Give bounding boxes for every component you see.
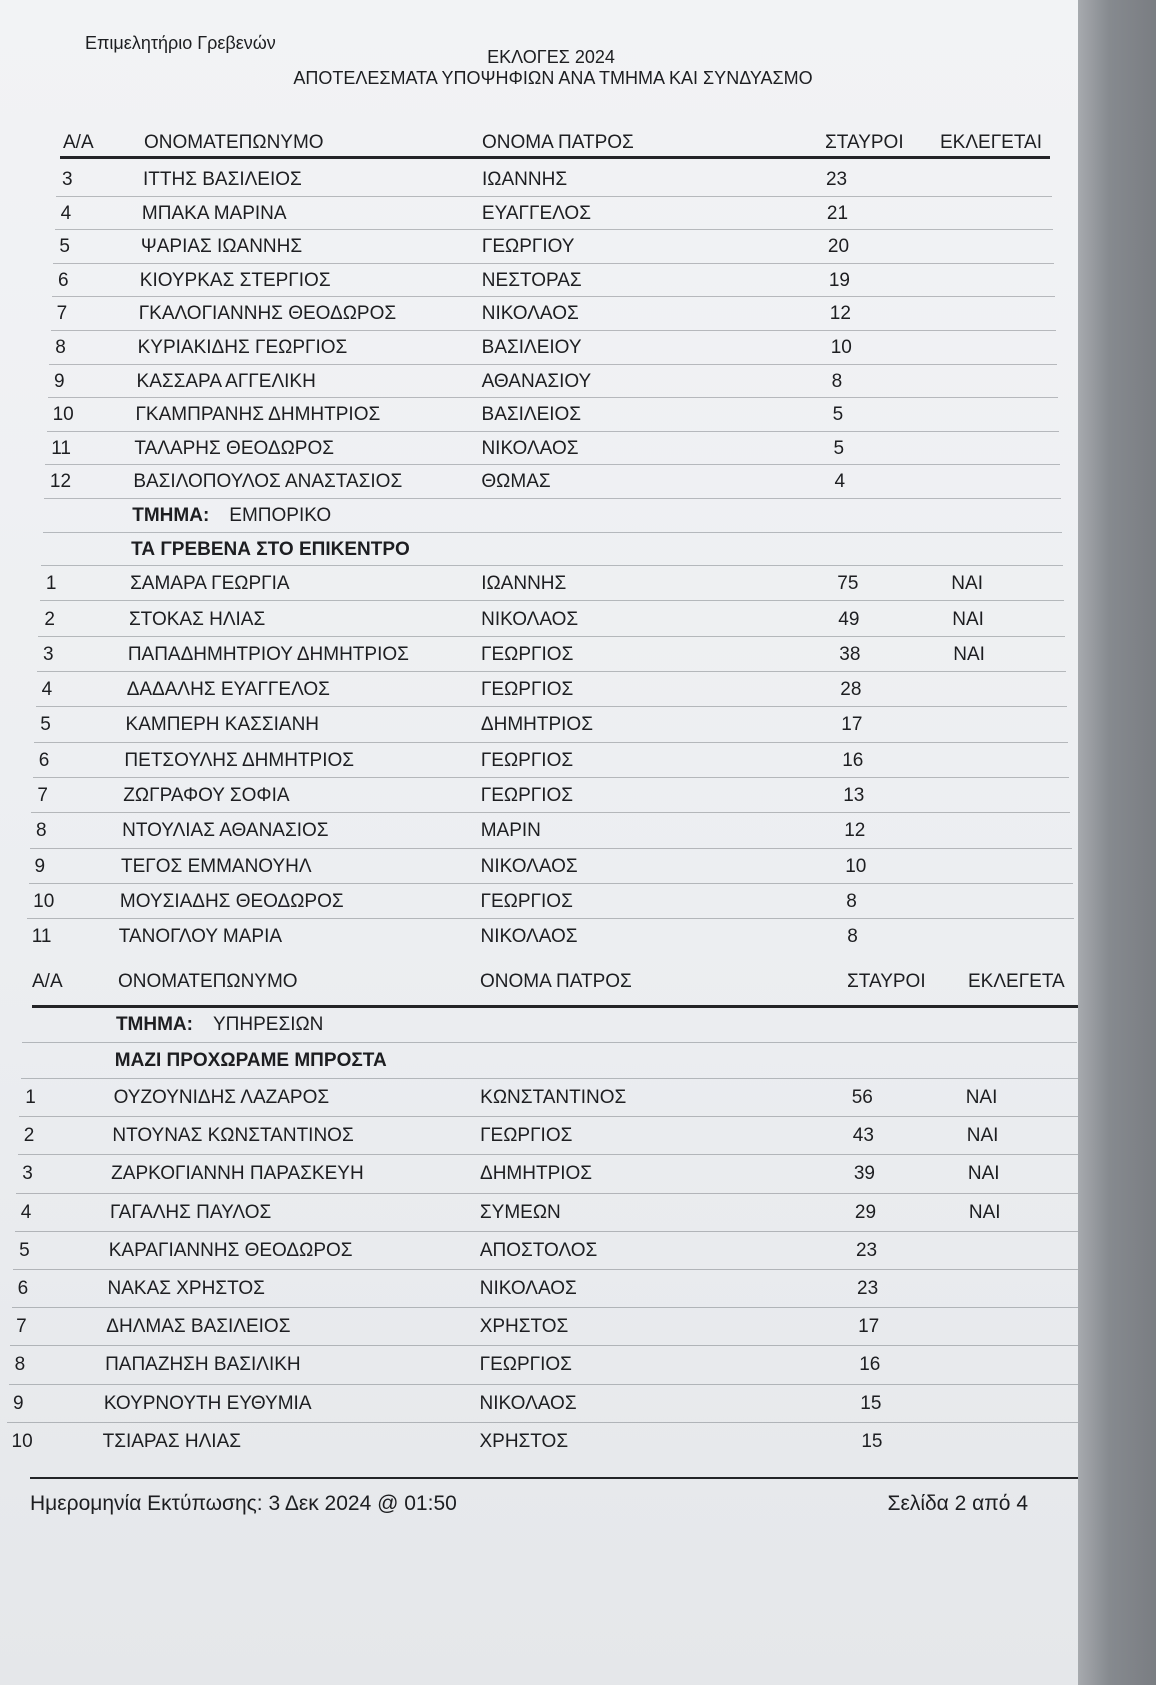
candidate-row — [0, 778, 1078, 813]
candidate-votes: 16 — [842, 749, 864, 771]
candidate-votes: 17 — [841, 714, 863, 736]
candidate-name: ΓΚΑΜΠΡΑΝΗΣ ΔΗΜΗΤΡΙΟΣ — [135, 404, 381, 426]
column-header-elected: ΕΚΛΕΓΕΤΑ — [968, 971, 1065, 992]
candidate-elected: ΝΑΙ — [951, 573, 983, 595]
candidate-row — [0, 365, 1078, 399]
candidate-father-name: ΓΕΩΡΓΙΟΣ — [480, 749, 574, 771]
candidate-votes: 10 — [830, 337, 852, 358]
candidate-aa: 7 — [37, 785, 48, 806]
candidate-aa: 12 — [49, 471, 72, 493]
column-header-votes: ΣΤΑΥΡΟΙ — [847, 971, 926, 992]
department-name: ΥΠΗΡΕΣΙΩΝ — [212, 1014, 324, 1035]
list-name: ΜΑΖΙ ΠΡΟΧΩΡΑΜΕ ΜΠΡΟΣΤΑ — [114, 1050, 387, 1071]
candidate-row — [0, 1194, 1078, 1232]
candidate-row — [0, 264, 1078, 298]
candidate-row — [0, 707, 1078, 742]
candidate-name: ΙΤΤΗΣ ΒΑΣΙΛΕΙΟΣ — [143, 169, 302, 190]
candidate-row — [0, 1155, 1078, 1193]
candidate-aa: 5 — [40, 714, 51, 736]
candidate-votes: 38 — [839, 643, 861, 665]
candidate-aa: 1 — [25, 1087, 36, 1108]
candidate-row — [0, 849, 1078, 884]
candidate-row — [0, 1117, 1078, 1155]
candidate-aa: 9 — [34, 855, 46, 877]
candidate-row — [0, 919, 1078, 954]
department-row — [0, 499, 1078, 533]
candidate-row — [0, 230, 1078, 264]
candidate-votes: 39 — [853, 1163, 875, 1185]
candidate-father-name: ΑΠΟΣΤΟΛΟΣ — [479, 1239, 598, 1261]
candidate-row — [0, 1308, 1078, 1346]
candidate-aa: 3 — [43, 643, 54, 665]
candidate-aa: 11 — [31, 926, 52, 948]
candidate-votes: 8 — [831, 370, 843, 392]
candidate-father-name: ΑΘΑΝΑΣΙΟΥ — [481, 370, 592, 392]
candidate-name: ΝΤΟΥΝΑΣ ΚΩΝΣΤΑΝΤΙΝΟΣ — [112, 1125, 354, 1147]
candidate-elected: ΝΑΙ — [968, 1201, 1001, 1223]
candidate-row — [0, 432, 1078, 466]
candidate-name: ΚΑΣΣΑΡΑ ΑΓΓΕΛΙΚΗ — [136, 370, 316, 392]
candidate-name: ΔΑΔΑΛΗΣ ΕΥΑΓΓΕΛΟΣ — [126, 679, 330, 701]
candidate-aa: 8 — [14, 1354, 26, 1376]
candidate-elected: ΝΑΙ — [965, 1087, 998, 1108]
candidate-name: ΓΑΓΑΛΗΣ ΠΑΥΛΟΣ — [109, 1201, 272, 1223]
candidate-name: ΠΑΠΑΔΗΜΗΤΡΙΟΥ ΔΗΜΗΤΡΙΟΣ — [127, 643, 409, 665]
candidate-name: ΤΑΛΑΡΗΣ ΘΕΟΔΩΡΟΣ — [134, 437, 334, 459]
candidate-row — [0, 637, 1078, 672]
candidate-votes: 15 — [860, 1392, 882, 1414]
candidate-father-name: ΒΑΣΙΛΕΙΟΣ — [481, 404, 582, 426]
candidate-name: ΒΑΣΙΛΟΠΟΥΛΟΣ ΑΝΑΣΤΑΣΙΟΣ — [133, 471, 403, 493]
candidate-votes: 17 — [858, 1316, 880, 1338]
candidate-row — [0, 331, 1078, 365]
column-header-aa: Α/Α — [32, 971, 63, 992]
candidate-votes: 29 — [854, 1201, 877, 1223]
candidate-aa: 8 — [35, 820, 47, 842]
candidate-father-name: ΣΥΜΕΩΝ — [479, 1201, 561, 1223]
candidate-votes: 15 — [861, 1430, 883, 1452]
candidate-aa: 10 — [33, 890, 55, 912]
department-heading — [132, 499, 331, 533]
candidate-father-name: ΝΙΚΟΛΑΟΣ — [479, 1392, 577, 1414]
candidate-father-name: ΚΩΝΣΤΑΝΤΙΝΟΣ — [480, 1087, 627, 1108]
candidate-father-name: ΙΩΑΝΝΗΣ — [482, 169, 568, 190]
footer-rule — [30, 1477, 1078, 1479]
column-header-father-name: ΟΝΟΜΑ ΠΑΤΡΟΣ — [482, 132, 634, 153]
candidate-father-name: ΝΙΚΟΛΑΟΣ — [479, 1278, 577, 1299]
candidate-name: ΚΑΡΑΓΙΑΝΝΗΣ ΘΕΟΔΩΡΟΣ — [108, 1239, 353, 1261]
candidate-row — [0, 1079, 1078, 1117]
candidate-votes: 49 — [838, 608, 860, 630]
print-date: Ημερομηνία Εκτύπωσης: 3 Δεκ 2024 @ 01:50 — [30, 1492, 457, 1515]
candidate-aa: 6 — [57, 269, 69, 291]
candidate-votes: 23 — [857, 1278, 879, 1299]
candidate-elected: ΝΑΙ — [953, 643, 985, 665]
candidate-father-name: ΓΕΩΡΓΙΟΥ — [481, 236, 575, 258]
candidate-aa: 7 — [56, 303, 68, 325]
candidate-father-name: ΔΗΜΗΤΡΙΟΣ — [480, 714, 593, 736]
candidate-aa: 10 — [52, 404, 74, 426]
candidate-votes: 13 — [843, 785, 865, 806]
candidate-votes: 56 — [851, 1087, 873, 1108]
candidate-row — [0, 197, 1078, 231]
candidate-votes: 75 — [837, 573, 859, 595]
candidate-votes: 16 — [859, 1354, 881, 1376]
candidate-votes: 12 — [829, 303, 851, 325]
candidate-father-name: ΝΙΚΟΛΑΟΣ — [481, 437, 579, 459]
candidate-elected: ΝΑΙ — [967, 1163, 1000, 1185]
department-label: ΤΜΗΜΑ: — [132, 505, 210, 526]
candidate-father-name: ΕΥΑΓΓΕΛΟΣ — [481, 202, 591, 224]
candidate-row — [0, 163, 1078, 197]
candidate-name: ΚΑΜΠΕΡΗ ΚΑΣΣΙΑΝΗ — [125, 714, 320, 736]
list-row — [0, 533, 1078, 567]
candidate-father-name: ΓΕΩΡΓΙΟΣ — [479, 1354, 572, 1376]
candidate-father-name: ΘΩΜΑΣ — [481, 471, 551, 493]
candidate-aa: 9 — [13, 1392, 24, 1414]
candidate-aa: 3 — [22, 1163, 33, 1185]
candidate-name: ΓΚΑΛΟΓΙΑΝΝΗΣ ΘΕΟΔΩΡΟΣ — [138, 303, 397, 325]
candidate-aa: 11 — [51, 437, 71, 459]
candidate-row — [0, 297, 1078, 331]
candidate-father-name: ΧΡΗΣΤΟΣ — [479, 1316, 569, 1338]
candidate-name: ΟΥΖΟΥΝΙΔΗΣ ΛΑΖΑΡΟΣ — [113, 1087, 330, 1108]
candidate-votes: 5 — [833, 437, 845, 459]
candidate-row — [0, 672, 1078, 707]
candidate-elected: ΝΑΙ — [966, 1125, 999, 1147]
list-row — [0, 1043, 1078, 1079]
candidate-name: ΚΟΥΡΝΟΥΤΗ ΕΥΘΥΜΙΑ — [103, 1392, 312, 1414]
candidate-row — [0, 602, 1078, 637]
candidate-father-name: ΓΕΩΡΓΙΟΣ — [480, 890, 573, 912]
candidate-row — [0, 398, 1078, 432]
column-header-aa: Α/Α — [63, 132, 94, 153]
candidate-father-name: ΔΗΜΗΤΡΙΟΣ — [480, 1163, 593, 1185]
department-label: ΤΜΗΜΑ: — [115, 1014, 193, 1035]
candidate-aa: 4 — [60, 202, 72, 224]
candidate-aa: 9 — [53, 370, 65, 392]
department-row — [0, 1007, 1078, 1043]
candidate-elected: ΝΑΙ — [952, 608, 984, 630]
candidate-aa: 6 — [38, 749, 50, 771]
candidate-name: ΚΥΡΙΑΚΙΔΗΣ ΓΕΩΡΓΙΟΣ — [137, 337, 348, 358]
candidate-name: ΣΑΜΑΡΑ ΓΕΩΡΓΙΑ — [130, 573, 290, 595]
candidate-votes: 5 — [832, 404, 844, 426]
candidate-aa: 6 — [17, 1278, 29, 1299]
candidate-aa: 2 — [23, 1125, 35, 1147]
candidate-row — [0, 884, 1078, 919]
candidate-father-name: ΝΙΚΟΛΑΟΣ — [480, 926, 578, 948]
candidate-aa: 8 — [55, 337, 66, 358]
candidate-name: ΠΑΠΑΖΗΣΗ ΒΑΣΙΛΙΚΗ — [105, 1354, 301, 1376]
candidate-aa: 2 — [44, 608, 55, 630]
candidate-father-name: ΓΕΩΡΓΙΟΣ — [480, 1125, 573, 1147]
candidate-votes: 23 — [825, 169, 848, 190]
candidate-name: ΚΙΟΥΡΚΑΣ ΣΤΕΡΓΙΟΣ — [139, 269, 331, 291]
candidate-votes: 8 — [847, 926, 858, 948]
candidate-name: ΜΠΑΚΑ ΜΑΡΙΝΑ — [141, 202, 287, 224]
candidate-aa: 5 — [19, 1239, 30, 1261]
candidate-father-name: ΧΡΗΣΤΟΣ — [479, 1430, 569, 1452]
candidate-votes: 8 — [846, 890, 857, 912]
candidate-row — [0, 1346, 1078, 1384]
candidate-aa: 4 — [20, 1201, 32, 1223]
candidate-name: ΜΟΥΣΙΑΔΗΣ ΘΕΟΔΩΡΟΣ — [119, 890, 344, 912]
candidate-votes: 43 — [852, 1125, 874, 1147]
candidate-aa: 7 — [16, 1316, 27, 1338]
candidate-name: ΝΤΟΥΛΙΑΣ ΑΘΑΝΑΣΙΟΣ — [122, 820, 329, 842]
candidate-father-name: ΝΙΚΟΛΑΟΣ — [481, 608, 579, 630]
column-header-name: ΟΝΟΜΑΤΕΠΩΝΥΜΟ — [144, 132, 324, 153]
candidate-father-name: ΒΑΣΙΛΕΙΟΥ — [481, 337, 582, 358]
document-subtitle: ΑΠΟΤΕΛΕΣΜΑΤΑ ΥΠΟΨΗΦΙΩΝ ΑΝΑ ΤΜΗΜΑ ΚΑΙ ΣΥΝΔΥΑΣΜΟ — [293, 68, 813, 88]
candidate-aa: 4 — [41, 679, 53, 701]
column-header-name: ΟΝΟΜΑΤΕΠΩΝΥΜΟ — [118, 971, 298, 992]
candidate-votes: 4 — [834, 471, 846, 493]
candidate-votes: 10 — [845, 855, 867, 877]
candidate-row — [0, 566, 1078, 601]
candidate-votes: 12 — [844, 820, 866, 842]
candidate-row — [0, 1232, 1078, 1270]
organization-name: Επιμελητήριο Γρεβενών — [85, 33, 276, 53]
department-heading — [116, 1007, 323, 1043]
candidate-name: ΖΩΓΡΑΦΟΥ ΣΟΦΙΑ — [123, 785, 290, 806]
candidate-father-name: ΓΕΩΡΓΙΟΣ — [481, 643, 574, 665]
header-rule-top — [60, 156, 1050, 159]
candidate-father-name: ΜΑΡΙΝ — [480, 820, 541, 842]
candidate-name: ΝΑΚΑΣ ΧΡΗΣΤΟΣ — [107, 1278, 265, 1299]
candidate-name: ΣΤΟΚΑΣ ΗΛΙΑΣ — [128, 608, 266, 630]
candidate-votes: 28 — [840, 679, 862, 701]
candidate-aa: 3 — [62, 169, 73, 190]
candidate-name: ΖΑΡΚΟΓΙΑΝΝΗ ΠΑΡΑΣΚΕΥΗ — [111, 1163, 364, 1185]
candidate-row — [0, 813, 1078, 848]
candidate-votes: 23 — [855, 1239, 878, 1261]
scan-background-edge — [1078, 0, 1156, 1685]
candidate-votes: 21 — [826, 202, 849, 224]
candidate-row — [0, 1385, 1078, 1423]
candidate-father-name: ΝΙΚΟΛΑΟΣ — [480, 855, 578, 877]
candidate-father-name: ΝΙΚΟΛΑΟΣ — [481, 303, 579, 325]
candidate-aa: 5 — [59, 236, 70, 258]
candidate-name: ΨΑΡΙΑΣ ΙΩΑΝΝΗΣ — [140, 236, 303, 258]
candidate-aa: 10 — [11, 1430, 33, 1452]
candidate-votes: 19 — [828, 269, 850, 291]
candidate-father-name: ΓΕΩΡΓΙΟΣ — [480, 785, 574, 806]
candidate-name: ΠΕΤΣΟΥΛΗΣ ΔΗΜΗΤΡΙΟΣ — [124, 749, 355, 771]
candidate-father-name: ΓΕΩΡΓΙΟΣ — [480, 679, 574, 701]
candidate-name: ΤΑΝΟΓΛΟΥ ΜΑΡΙΑ — [118, 926, 283, 948]
column-header-votes: ΣΤΑΥΡΟΙ — [825, 132, 904, 153]
candidate-name: ΤΣΙΑΡΑΣ ΗΛΙΑΣ — [102, 1430, 241, 1452]
document-title: ΕΚΛΟΓΕΣ 2024 — [487, 47, 615, 67]
candidate-votes: 20 — [827, 236, 850, 258]
candidate-row — [0, 465, 1078, 499]
candidate-father-name: ΝΕΣΤΟΡΑΣ — [481, 269, 582, 291]
candidate-aa: 1 — [45, 573, 57, 595]
department-name: ΕΜΠΟΡΙΚΟ — [229, 505, 332, 526]
candidate-name: ΔΗΛΜΑΣ ΒΑΣΙΛΕΙΟΣ — [106, 1316, 291, 1338]
column-header-elected: ΕΚΛΕΓΕΤΑΙ — [940, 132, 1042, 153]
candidate-row — [0, 743, 1078, 778]
page-number: Σελίδα 2 από 4 — [887, 1492, 1028, 1515]
candidate-father-name: ΙΩΑΝΝΗΣ — [481, 573, 567, 595]
candidate-name: ΤΕΓΟΣ ΕΜΜΑΝΟΥΗΛ — [121, 855, 312, 877]
candidate-row — [0, 1423, 1078, 1461]
list-name: ΤΑ ΓΡΕΒΕΝΑ ΣΤΟ ΕΠΙΚΕΝΤΡΟ — [131, 538, 410, 560]
column-header-father-name: ΟΝΟΜΑ ΠΑΤΡΟΣ — [480, 971, 632, 992]
candidate-row — [0, 1270, 1078, 1308]
